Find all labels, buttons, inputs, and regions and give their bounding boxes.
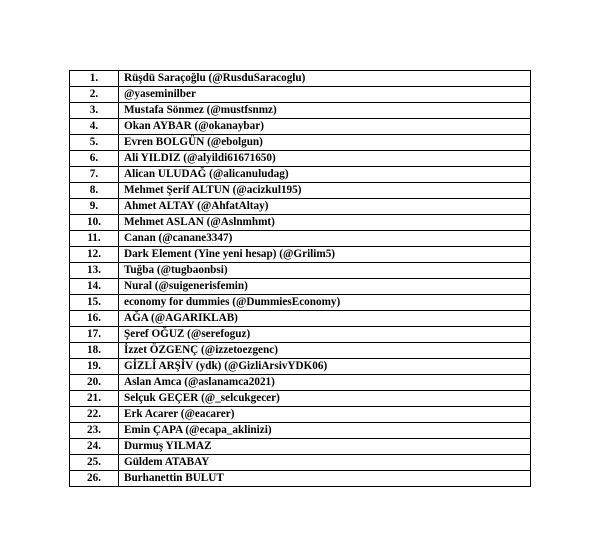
row-number: 23.	[70, 423, 119, 439]
row-account-name: Şeref OĞUZ (@serefoguz)	[119, 327, 531, 343]
row-number: 17.	[70, 327, 119, 343]
row-number: 14.	[70, 279, 119, 295]
row-number: 19.	[70, 359, 119, 375]
row-account-name: economy for dummies (@DummiesEconomy)	[119, 295, 531, 311]
row-account-name: Rüşdü Saraçoğlu (@RusduSaracoglu)	[119, 71, 531, 87]
row-account-name: Nural (@suigenerisfemin)	[119, 279, 531, 295]
row-account-name: Dark Element (Yine yeni hesap) (@Grilim5)	[119, 247, 531, 263]
row-number: 18.	[70, 343, 119, 359]
table-row	[70, 71, 531, 87]
row-account-name: @yaseminilber	[119, 87, 531, 103]
row-number: 7.	[70, 167, 119, 183]
row-account-name: Erk Acarer (@eacarer)	[119, 407, 531, 423]
table-row	[70, 135, 531, 151]
table-row	[70, 391, 531, 407]
row-number: 2.	[70, 87, 119, 103]
row-number: 10.	[70, 215, 119, 231]
row-number: 12.	[70, 247, 119, 263]
table-row	[70, 295, 531, 311]
row-account-name: Okan AYBAR (@okanaybar)	[119, 119, 531, 135]
row-account-name: Güldem ATABAY	[119, 455, 531, 471]
row-account-name: GİZLİ ARŞİV (ydk) (@GizliArsivYDK06)	[119, 359, 531, 375]
row-number: 26.	[70, 471, 119, 487]
row-account-name: İzzet ÖZGENÇ (@izzetoezgenc)	[119, 343, 531, 359]
table-row	[70, 375, 531, 391]
row-account-name: Emin ÇAPA (@ecapa_aklinizi)	[119, 423, 531, 439]
row-number: 22.	[70, 407, 119, 423]
row-account-name: Canan (@canane3347)	[119, 231, 531, 247]
row-number: 9.	[70, 199, 119, 215]
row-account-name: Ali YILDIZ (@alyildi61671650)	[119, 151, 531, 167]
row-account-name: Tuğba (@tugbaonbsi)	[119, 263, 531, 279]
row-account-name: Mustafa Sönmez (@mustfsnmz)	[119, 103, 531, 119]
table-row	[70, 199, 531, 215]
table-row	[70, 247, 531, 263]
table-row	[70, 343, 531, 359]
row-account-name: Mehmet ASLAN (@Aslnmhmt)	[119, 215, 531, 231]
row-number: 8.	[70, 183, 119, 199]
table-row	[70, 439, 531, 455]
row-number: 11.	[70, 231, 119, 247]
names-table	[69, 70, 531, 487]
table-row	[70, 215, 531, 231]
table-row	[70, 311, 531, 327]
table-row	[70, 231, 531, 247]
row-number: 13.	[70, 263, 119, 279]
table-row	[70, 327, 531, 343]
row-number: 16.	[70, 311, 119, 327]
row-number: 5.	[70, 135, 119, 151]
row-account-name: Aslan Amca (@aslanamca2021)	[119, 375, 531, 391]
table-row	[70, 103, 531, 119]
row-account-name: Alican ULUDAĞ (@alicanuludag)	[119, 167, 531, 183]
table-row	[70, 151, 531, 167]
row-account-name: Selçuk GEÇER (@_selcukgecer)	[119, 391, 531, 407]
row-number: 1.	[70, 71, 119, 87]
names-table-body	[70, 71, 531, 487]
row-number: 25.	[70, 455, 119, 471]
row-number: 24.	[70, 439, 119, 455]
row-number: 15.	[70, 295, 119, 311]
table-row	[70, 407, 531, 423]
row-account-name: Ahmet ALTAY (@AhfatAltay)	[119, 199, 531, 215]
table-row	[70, 263, 531, 279]
table-row	[70, 455, 531, 471]
table-row	[70, 423, 531, 439]
table-row	[70, 359, 531, 375]
row-number: 20.	[70, 375, 119, 391]
table-row	[70, 279, 531, 295]
row-number: 4.	[70, 119, 119, 135]
row-account-name: Burhanettin BULUT	[119, 471, 531, 487]
table-row	[70, 167, 531, 183]
row-account-name: Evren BOLGÜN (@ebolgun)	[119, 135, 531, 151]
table-row	[70, 87, 531, 103]
row-account-name: Durmuş YILMAZ	[119, 439, 531, 455]
row-account-name: Mehmet Şerif ALTUN (@acizkul195)	[119, 183, 531, 199]
table-row	[70, 119, 531, 135]
row-number: 6.	[70, 151, 119, 167]
row-number: 21.	[70, 391, 119, 407]
table-row	[70, 471, 531, 487]
row-account-name: AĞA (@AGARIKLAB)	[119, 311, 531, 327]
table-row	[70, 183, 531, 199]
row-number: 3.	[70, 103, 119, 119]
